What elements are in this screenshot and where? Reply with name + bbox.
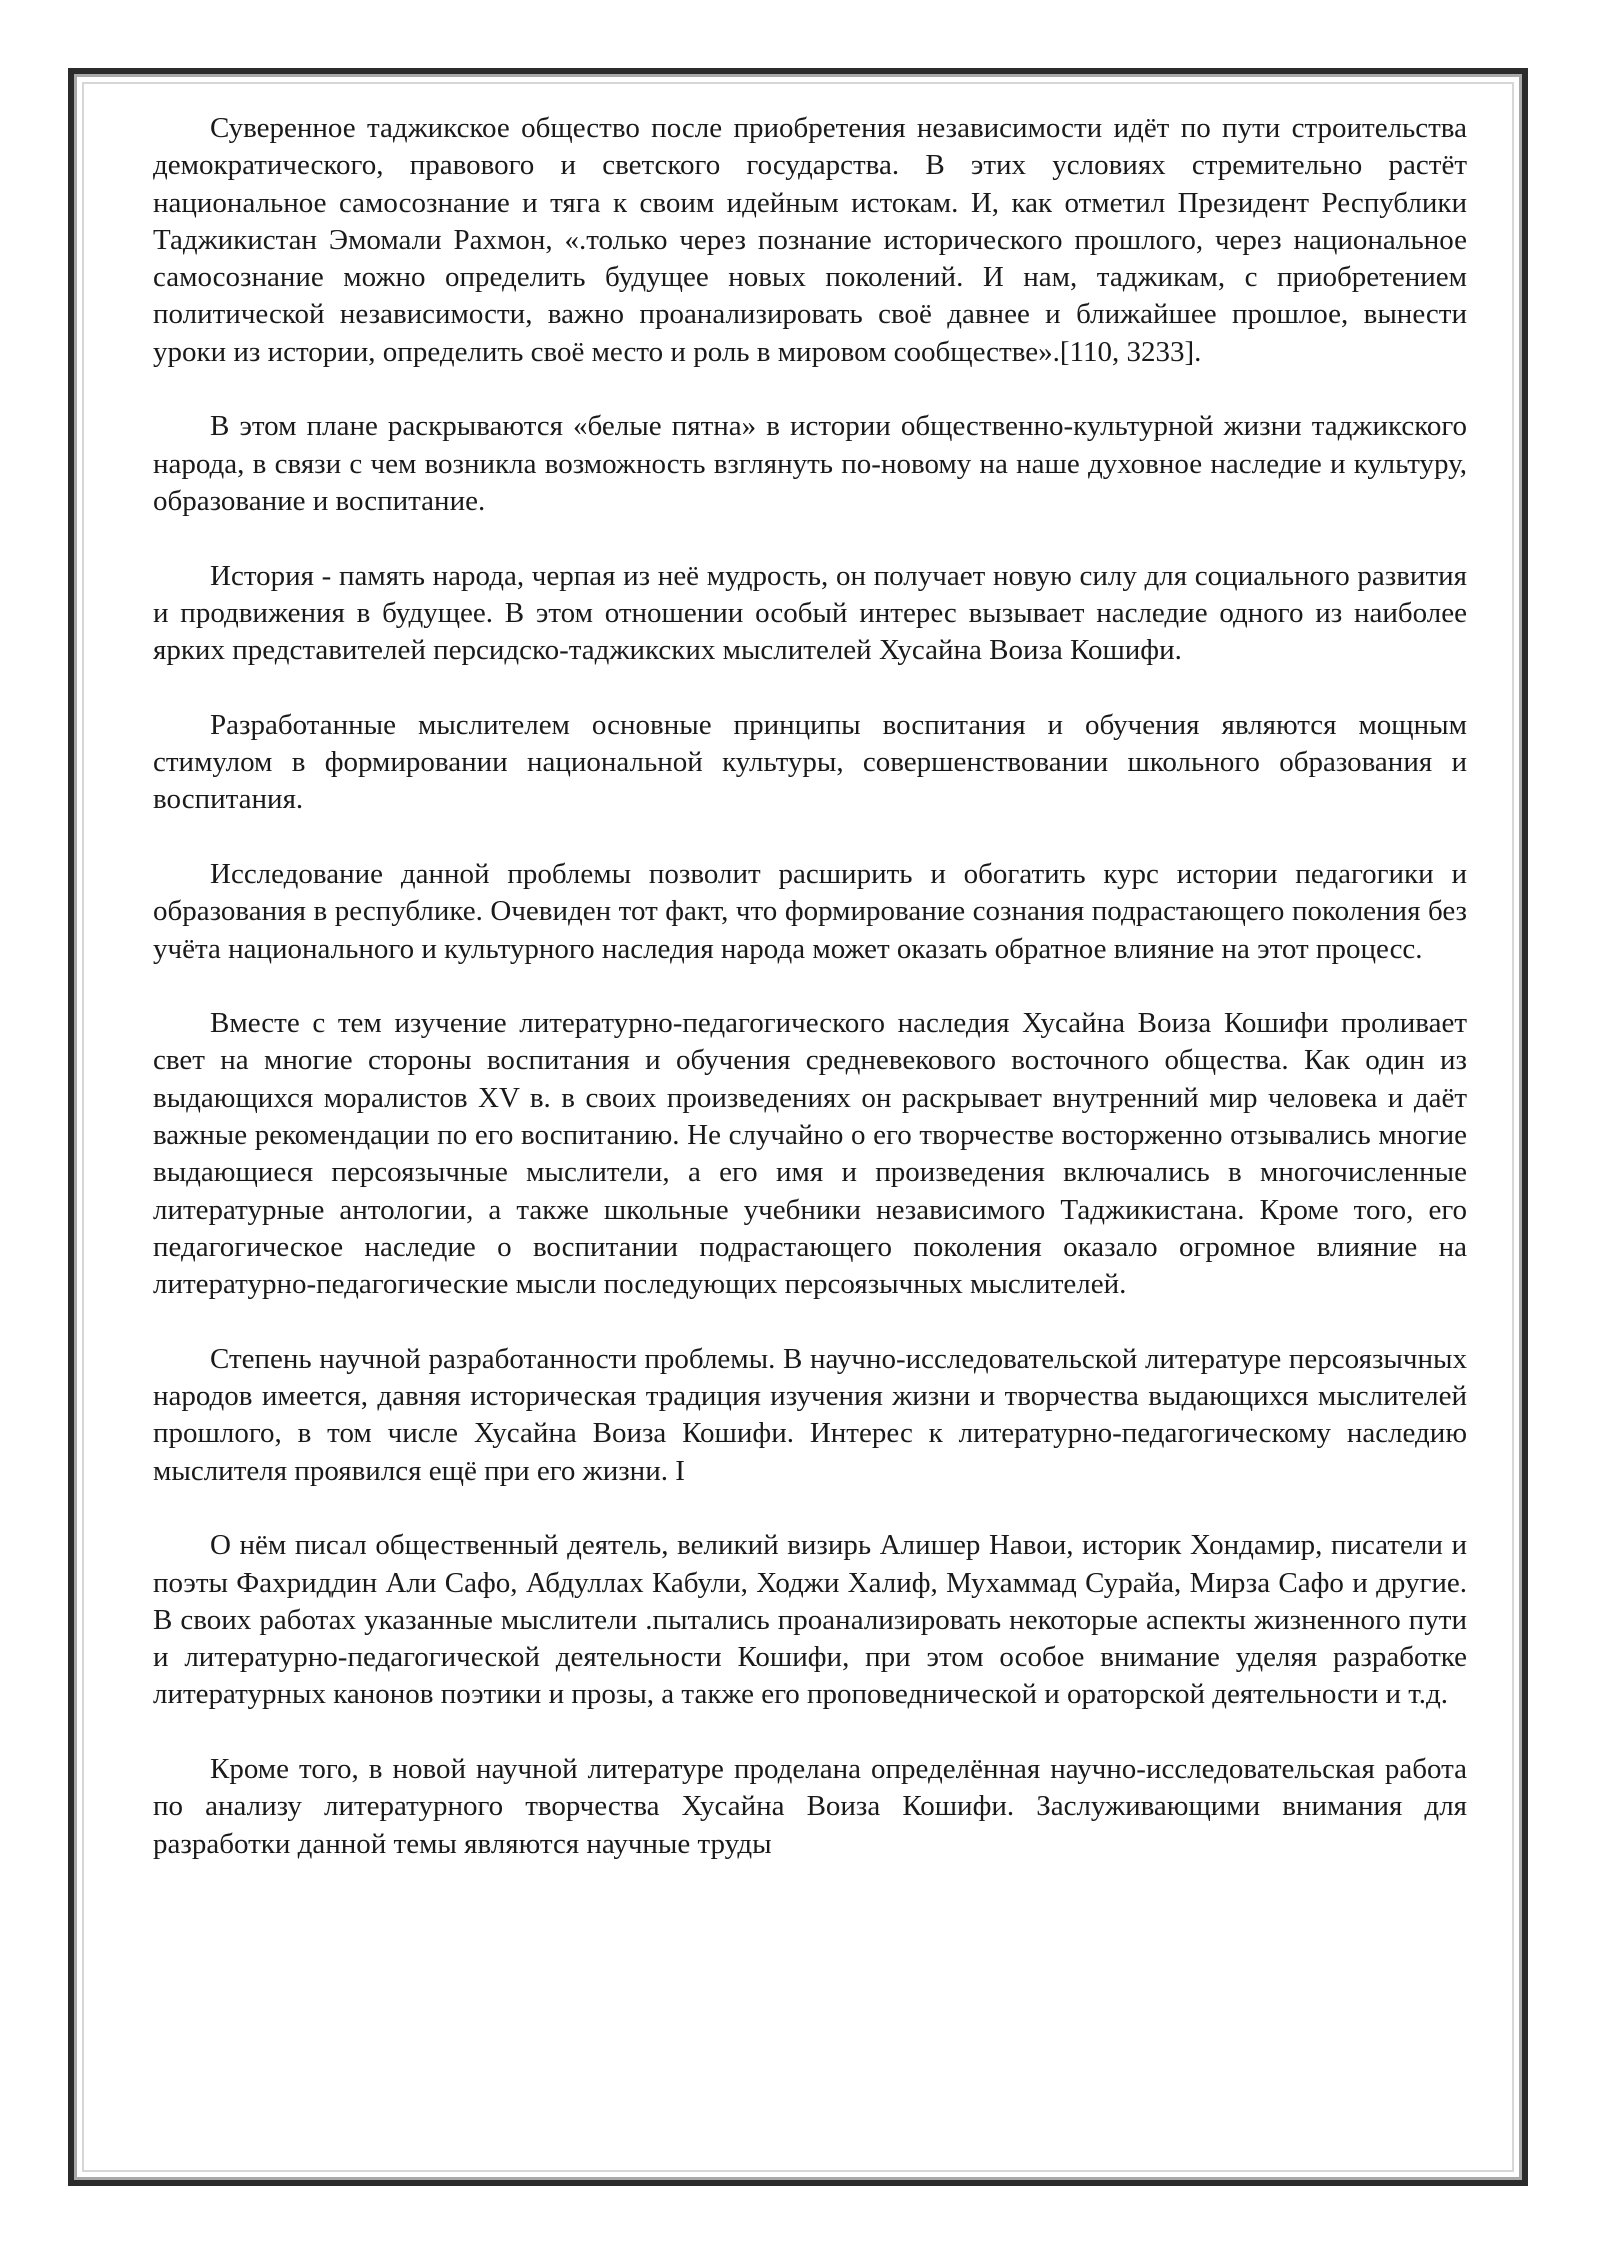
paragraph: Вместе с тем изучение литературно-педагогического наследия Хусайна Воиза Кошифи проливает свет на многие стороны воспитания и обучения средневекового восточного общества. Как один из выдающихся моралистов XV в. в своих произведениях он раскрывает внутренний мир человека и даёт важные рекомендации по его воспитанию. Не случайно о его творчестве восторженно отзывались многие выдающиеся персоязычные мыслители, а его имя и произведения включались в многочисленные литературные антологии, а также школьные учебники независимого Таджикистана. Кроме того, его педагогическое наследие о воспитании подрастающего поколения оказало огромное влияние на литературно-педагогические мысли последующих персоязычных мыслителей. — [153, 1007, 1467, 1301]
paragraph: Исследование данной проблемы позволит расширить и обогатить курс истории педагогики и образования в республике. Очевиден тот факт, что формирование сознания подрастающего поколения без учёта национального и культурного наследия народа может оказать обратное влияние на этот процесс. — [153, 857, 1467, 965]
paragraph: Суверенное таджикское общество после приобретения независимости идёт по пути строительства демократического, правового и светского государства. В этих условиях стремительно растёт национальное самосознание и тяга к своим идейным истокам. И, как отметил Президент Республики Таджикистан Эмомали Рахмон, «.только через познание исторического прошлого, через национальное самосознание можно определить будущее новых поколений. И нам, таджикам, с приобретением политической независимости, важно проанализировать своё давнее и ближайшее прошлое, вынести уроки из истории, определить своё место и роль в мировом сообществе».[110, 3233]. — [153, 112, 1467, 368]
document-body — [153, 110, 1467, 1863]
paragraph: Степень научной разработанности проблемы. В научно-исследовательской литературе персоязычных народов имеется, давняя историческая традиция изучения жизни и творчества выдающихся мыслителей прошлого, в том числе Хусайна Воиза Кошифи. Интерес к литературно-педагогическому наследию мыслителя проявился ещё при его жизни. I — [153, 1342, 1467, 1487]
paragraph: В этом плане раскрываются «белые пятна» в истории общественно-культурной жизни таджикского народа, в связи с чем возникла возможность взглянуть по-новому на наше духовное наследие и культуру, образование и воспитание. — [153, 410, 1467, 517]
paragraph: О нём писал общественный деятель, великий визирь Алишер Навои, историк Хондамир, писатели и поэты Фахриддин Али Сафо, Абдуллах Кабули, Ходжи Халиф, Мухаммад Сурайа, Мирза Сафо и другие. В своих работах указанные мыслители .пытались проанализировать некоторые аспекты жизненного пути и литературно-педагогической деятельности Кошифи, при этом особое внимание уделяя разработке литературных канонов поэтики и прозы, а также его проповеднической и ораторской деятельности и т.д. — [153, 1529, 1467, 1711]
paragraph: Разработанные мыслителем основные принципы воспитания и обучения являются мощным стимулом в формировании национальной культуры, совершенствовании школьного образования и воспитания. — [153, 708, 1467, 816]
paragraph: История - память народа, черпая из неё мудрость, он получает новую силу для социального развития и продвижения в будущее. В этом отношении особый интерес вызывает наследие одного из наиболее ярких представителей персидско-таджикских мыслителей Хусайна Воиза Кошифи. — [153, 559, 1467, 667]
paragraph: Кроме того, в новой научной литературе проделана определённая научно-исследовательская работа по анализу литературного творчества Хусайна Воиза Кошифи. Заслуживающими внимания для разработки данной темы являются научные труды — [153, 1753, 1467, 1860]
